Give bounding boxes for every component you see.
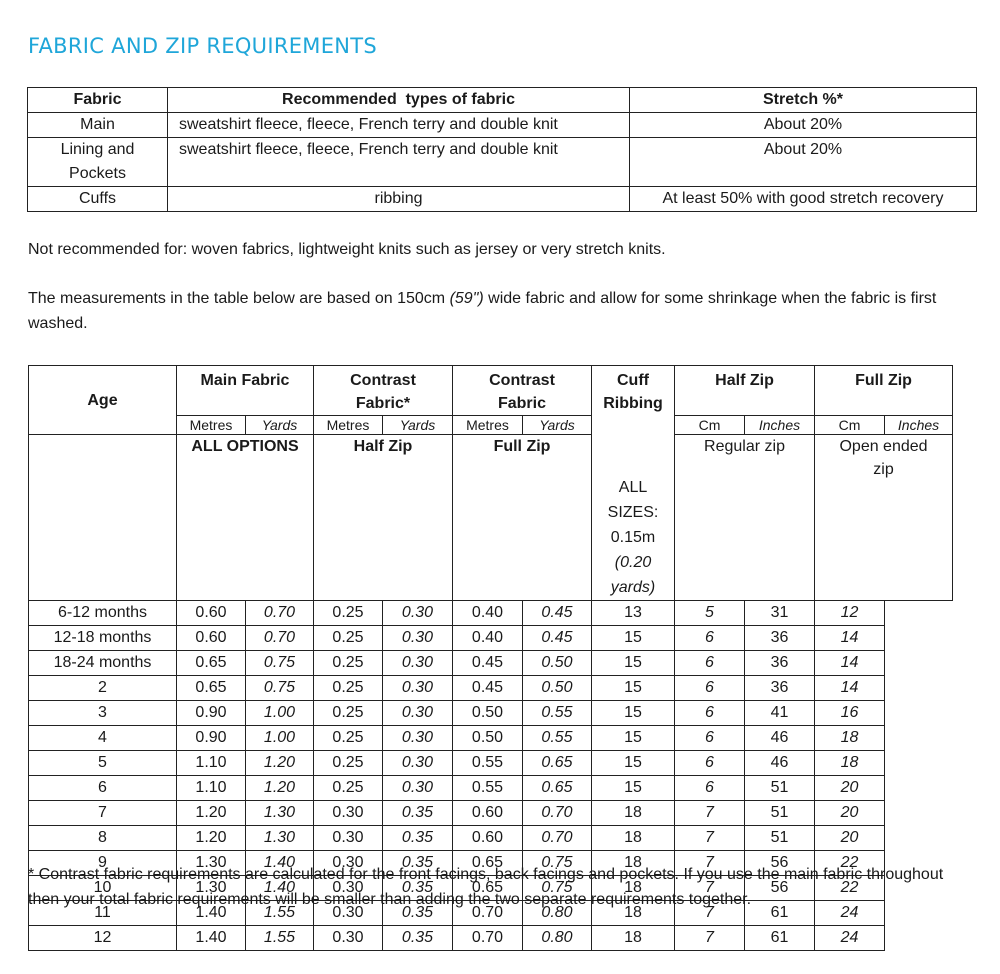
cell-contrast-full-yards: 0.65 [523,775,592,800]
cell-age: 9 [29,850,177,875]
cell-half-zip-inches: 7 [675,900,745,925]
unit-metres: Metres [314,416,383,435]
cell-contrast-full-metres: 0.65 [453,875,523,900]
cell-half-zip-inches: 7 [675,800,745,825]
cell-main-yards: 1.30 [246,800,314,825]
cell-contrast-full-yards: 0.80 [523,900,592,925]
table-row [29,725,953,750]
header-fabric: Fabric [28,88,168,113]
cell-contrast-full-yards: 0.75 [523,850,592,875]
cell-half-zip-cm: 18 [592,800,675,825]
cell-main-metres: 1.30 [177,850,246,875]
cell-contrast-full-metres: 0.60 [453,825,523,850]
fabric-stretch: About 20% [630,113,977,138]
cell-contrast-full-metres: 0.55 [453,750,523,775]
cell-contrast-full-metres: 0.55 [453,775,523,800]
cell-contrast-half-metres: 0.30 [314,825,383,850]
cell-half-zip-cm: 15 [592,625,675,650]
unit-inches: Inches [885,416,953,435]
header-cuff-line2: Ribbing [603,395,663,412]
cell-half-zip-cm: 15 [592,650,675,675]
cell-contrast-full-yards: 0.55 [523,700,592,725]
header-recommended-types: Recommended types of fabric [168,88,630,113]
header-contrast-line1: Contrast [350,372,416,389]
cell-full-zip-inches: 14 [815,650,885,675]
cell-full-zip-cm: 36 [745,675,815,700]
table-row [29,925,953,950]
table-header-row [28,88,977,113]
cell-half-zip-cm: 18 [592,875,675,900]
measurements-note-pre: The measurements in the table below are based on 150cm [28,290,450,307]
cell-full-zip-cm: 61 [745,925,815,950]
option-full-zip-line2: zip [873,461,894,478]
option-full-zip-line1: Open ended [839,438,928,455]
table-row [29,600,953,625]
table-row [29,775,953,800]
fabric-stretch: About 20% [630,138,977,187]
cell-half-zip-inches: 6 [675,700,745,725]
cuff-line: 0.15m [610,528,656,546]
unit-yards: Yards [383,416,453,435]
unit-metres: Metres [453,416,523,435]
cell-main-metres: 0.60 [177,600,246,625]
cell-main-metres: 0.60 [177,625,246,650]
cell-contrast-full-yards: 0.70 [523,825,592,850]
cell-contrast-half-yards: 0.35 [383,825,453,850]
header-contrast-fabric-half [314,366,453,416]
header-age-label: Age [87,391,118,409]
unit-cm: Cm [675,416,745,435]
cell-contrast-half-metres: 0.25 [314,700,383,725]
unit-yards: Yards [246,416,314,435]
table-row [28,113,977,138]
measurements-note [28,286,973,336]
cell-contrast-full-yards: 0.75 [523,875,592,900]
cell-full-zip-inches: 14 [815,675,885,700]
cell-half-zip-inches: 6 [675,625,745,650]
header-cuff-line1: Cuff [617,372,649,389]
cell-full-zip-inches: 22 [815,850,885,875]
cell-contrast-half-yards: 0.35 [383,875,453,900]
option-contrast-full: Full Zip [453,435,592,601]
fabric-name-line2: Pockets [69,165,126,182]
cell-contrast-half-metres: 0.30 [314,850,383,875]
cell-contrast-half-metres: 0.30 [314,800,383,825]
cell-full-zip-inches: 16 [815,700,885,725]
cell-main-metres: 0.90 [177,725,246,750]
cell-main-metres: 1.20 [177,825,246,850]
cell-half-zip-cm: 15 [592,675,675,700]
cell-age: 6 [29,775,177,800]
fabric-types: sweatshirt fleece, fleece, French terry and double knit [168,138,630,187]
cell-contrast-half-metres: 0.30 [314,925,383,950]
cell-half-zip-cm: 18 [592,825,675,850]
cell-full-zip-cm: 36 [745,625,815,650]
cell-contrast-full-metres: 0.65 [453,850,523,875]
cell-contrast-half-yards: 0.30 [383,700,453,725]
cell-main-metres: 0.65 [177,675,246,700]
cell-contrast-half-metres: 0.30 [314,900,383,925]
cell-contrast-full-metres: 0.45 [453,650,523,675]
cell-contrast-half-metres: 0.25 [314,725,383,750]
not-recommended-note: Not recommended for: woven fabrics, lightweight knits such as jersey or very stretch knits. [28,241,666,258]
cell-contrast-full-metres: 0.70 [453,900,523,925]
cell-main-yards: 1.00 [246,725,314,750]
cell-main-yards: 1.40 [246,850,314,875]
table-row [28,187,977,212]
cell-contrast-half-metres: 0.25 [314,750,383,775]
header-cuff-ribbing [592,366,675,435]
measurements-note-post: wide fabric and allow for some shrinkage when the fabric is first washed. [28,290,937,332]
cell-full-zip-inches: 14 [815,625,885,650]
cell-main-yards: 0.75 [246,675,314,700]
cell-age: 12 [29,925,177,950]
option-half-zip: Regular zip [675,435,815,601]
cell-contrast-full-yards: 0.70 [523,800,592,825]
table-row [29,800,953,825]
header-main-fabric: Main Fabric [177,366,314,416]
cell-full-zip-cm: 46 [745,750,815,775]
fabric-types: ribbing [168,187,630,212]
cell-age: 11 [29,900,177,925]
cell-contrast-full-yards: 0.65 [523,750,592,775]
cell-contrast-half-yards: 0.30 [383,650,453,675]
table-row [29,625,953,650]
cuff-line: ALL [618,478,648,496]
option-full-zip [815,435,953,601]
cell-contrast-half-yards: 0.30 [383,600,453,625]
cell-main-metres: 1.40 [177,925,246,950]
cell-age: 3 [29,700,177,725]
cell-full-zip-cm: 51 [745,775,815,800]
table-header-row [29,366,953,416]
cell-main-yards: 0.70 [246,625,314,650]
cell-main-yards: 1.00 [246,700,314,725]
table-row [29,750,953,775]
cell-contrast-half-yards: 0.30 [383,750,453,775]
cell-full-zip-inches: 22 [815,875,885,900]
cell-main-metres: 1.30 [177,875,246,900]
header-contrast-line2: Fabric [497,395,546,412]
unit-yards: Yards [523,416,592,435]
cell-full-zip-inches: 24 [815,900,885,925]
cell-contrast-full-metres: 0.40 [453,600,523,625]
cell-contrast-full-yards: 0.80 [523,925,592,950]
cell-contrast-half-metres: 0.25 [314,600,383,625]
fabric-name: Cuffs [28,187,168,212]
cell-half-zip-cm: 18 [592,850,675,875]
fabric-name-line1: Lining and [60,141,135,158]
cell-full-zip-inches: 20 [815,775,885,800]
cell-full-zip-cm: 61 [745,900,815,925]
cell-contrast-half-yards: 0.35 [383,900,453,925]
cuff-line: (0.20 [614,553,652,571]
unit-cm: Cm [815,416,885,435]
cell-contrast-full-metres: 0.40 [453,625,523,650]
cell-main-yards: 0.75 [246,650,314,675]
cell-half-zip-inches: 7 [675,875,745,900]
cuff-line: yards) [610,578,656,596]
cell-full-zip-cm: 46 [745,725,815,750]
cell-half-zip-cm: 15 [592,750,675,775]
cell-half-zip-cm: 15 [592,725,675,750]
fabric-types: sweatshirt fleece, fleece, French terry and double knit [168,113,630,138]
cell-half-zip-inches: 6 [675,775,745,800]
table-row [28,138,977,187]
cell-age: 12-18 months [29,625,177,650]
cell-full-zip-inches: 18 [815,750,885,775]
table-row [29,650,953,675]
header-contrast-fabric-full [453,366,592,416]
cell-half-zip-cm: 15 [592,700,675,725]
cell-full-zip-inches: 18 [815,725,885,750]
cell-half-zip-cm: 18 [592,925,675,950]
cell-contrast-full-metres: 0.50 [453,725,523,750]
cell-main-yards: 0.70 [246,600,314,625]
fabric-name: Main [28,113,168,138]
cell-half-zip-cm: 18 [592,900,675,925]
cell-contrast-full-yards: 0.50 [523,650,592,675]
header-age [29,366,177,435]
cell-full-zip-inches: 12 [815,600,885,625]
cell-half-zip-inches: 6 [675,650,745,675]
cell-contrast-full-yards: 0.55 [523,725,592,750]
cell-contrast-full-metres: 0.50 [453,700,523,725]
cell-age: 8 [29,825,177,850]
cell-full-zip-inches: 24 [815,925,885,950]
fabric-types-table [27,87,977,212]
header-full-zip: Full Zip [815,366,953,416]
cell-age: 10 [29,875,177,900]
cell-contrast-half-metres: 0.30 [314,875,383,900]
fabric-stretch: At least 50% with good stretch recovery [630,187,977,212]
fabric-name [28,138,168,187]
cell-contrast-half-yards: 0.30 [383,675,453,700]
cell-main-yards: 1.20 [246,775,314,800]
cell-contrast-half-metres: 0.25 [314,625,383,650]
table-row [29,825,953,850]
cell-age: 4 [29,725,177,750]
cell-contrast-half-metres: 0.25 [314,775,383,800]
cell-full-zip-cm: 41 [745,700,815,725]
header-contrast-line2: Fabric* [355,395,411,412]
cell-full-zip-cm: 36 [745,650,815,675]
table-row [29,700,953,725]
cell-full-zip-inches: 20 [815,825,885,850]
measurements-note-inches: (59") [449,290,484,307]
cell-contrast-half-yards: 0.35 [383,850,453,875]
cell-main-metres: 1.10 [177,750,246,775]
cell-half-zip-inches: 6 [675,725,745,750]
cell-half-zip-inches: 7 [675,825,745,850]
cell-age: 5 [29,750,177,775]
cell-main-metres: 1.20 [177,800,246,825]
cell-age: 7 [29,800,177,825]
cuff-line: SIZES: [607,503,659,521]
cell-half-zip-inches: 6 [675,675,745,700]
cell-contrast-full-yards: 0.45 [523,625,592,650]
table-row [29,675,953,700]
unit-inches: Inches [745,416,815,435]
cell-half-zip-inches: 6 [675,750,745,775]
cuff-all-sizes [592,435,675,601]
cell-age: 18-24 months [29,650,177,675]
footnote: * Contrast fabric requirements are calculated for the front facings, back facings and pockets. If you use the main fabric throughout then your total fabric requirements will be smaller than adding the two separate requirements together. [28,866,944,908]
age-blank [29,435,177,601]
cell-contrast-half-metres: 0.25 [314,675,383,700]
cell-main-yards: 1.55 [246,900,314,925]
cell-main-metres: 0.90 [177,700,246,725]
header-half-zip: Half Zip [675,366,815,416]
unit-metres: Metres [177,416,246,435]
cell-contrast-half-yards: 0.30 [383,775,453,800]
cell-contrast-half-yards: 0.30 [383,625,453,650]
cell-full-zip-cm: 51 [745,800,815,825]
cell-full-zip-inches: 20 [815,800,885,825]
cell-half-zip-inches: 5 [675,600,745,625]
cell-full-zip-cm: 31 [745,600,815,625]
cell-main-yards: 1.40 [246,875,314,900]
cell-full-zip-cm: 56 [745,875,815,900]
cell-contrast-full-metres: 0.45 [453,675,523,700]
cell-main-metres: 1.10 [177,775,246,800]
cell-contrast-half-yards: 0.35 [383,800,453,825]
cell-contrast-half-yards: 0.30 [383,725,453,750]
cell-half-zip-inches: 7 [675,850,745,875]
cell-contrast-full-metres: 0.70 [453,925,523,950]
option-contrast-half: Half Zip [314,435,453,601]
options-row [29,435,953,601]
cell-contrast-full-metres: 0.60 [453,800,523,825]
cell-contrast-full-yards: 0.45 [523,600,592,625]
cell-main-yards: 1.30 [246,825,314,850]
cell-main-yards: 1.20 [246,750,314,775]
cell-contrast-full-yards: 0.50 [523,675,592,700]
cell-main-metres: 0.65 [177,650,246,675]
header-stretch: Stretch %* [630,88,977,113]
option-main: ALL OPTIONS [177,435,314,601]
cell-half-zip-cm: 13 [592,600,675,625]
cell-main-yards: 1.55 [246,925,314,950]
cell-half-zip-cm: 15 [592,775,675,800]
page-title: FABRIC AND ZIP REQUIREMENTS [28,34,378,58]
cell-contrast-half-yards: 0.35 [383,925,453,950]
cell-age: 6-12 months [29,600,177,625]
cell-contrast-half-metres: 0.25 [314,650,383,675]
cell-age: 2 [29,675,177,700]
cell-full-zip-cm: 56 [745,850,815,875]
cell-half-zip-inches: 7 [675,925,745,950]
cell-full-zip-cm: 51 [745,825,815,850]
header-contrast-line1: Contrast [489,372,555,389]
cell-main-metres: 1.40 [177,900,246,925]
